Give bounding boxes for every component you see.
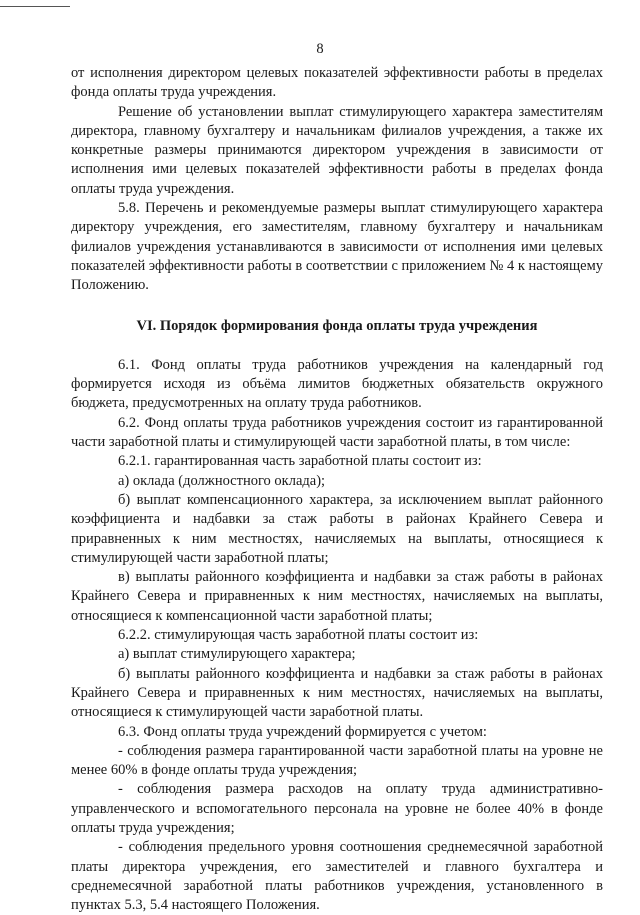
paragraph-6-2-1: 6.2.1. гарантированная часть заработной платы состоит из: <box>118 453 482 470</box>
paragraph-decision: Решение об установлении выплат стимулирующего характера заместителям директора, главному бухгалтеру и начальникам филиалов учреждения, а также их конкретные размеры принимаются директором учреждения в зависимости от исполнения ими целевых показателей эффективности работы в пределах фонда оплаты труда учреждения. <box>71 103 603 197</box>
list-item: а) оклада (должностного оклада); <box>118 472 326 489</box>
list-item: - соблюдения размера расходов на оплату труда административно-управленческого и вспомогательного персонала на уровне не более 40% в фонде оплаты труда учреждения; <box>71 781 603 836</box>
list-item: а) выплат стимулирующего характера; <box>118 646 356 663</box>
document-body <box>71 64 603 915</box>
paragraph-6-2-2: 6.2.2. стимулирующая часть заработной платы состоит из: <box>118 627 479 644</box>
page-number: 8 <box>316 41 324 57</box>
paragraph-6-3: 6.3. Фонд оплаты труда учреждений формируется с учетом: <box>118 723 487 740</box>
list-item: - соблюдения предельного уровня соотношения среднемесячной заработной платы директора учреждения, его заместителей и главного бухгалтера и среднемесячной заработной платы работников учреждения, установленного в пунктах 5.3, 5.4 настоящего Положения. <box>71 839 603 914</box>
list-item: б) выплаты районного коэффициента и надбавки за стаж работы в районах Крайнего Севера и приравненных к ним местностях, начисляемых на выплаты, относящиеся к стимулирующей части заработной платы. <box>71 665 603 721</box>
paragraph-continuation: от исполнения директором целевых показателей эффективности работы в пределах фонда оплаты труда учреждения. <box>71 65 603 101</box>
list-item: б) выплат компенсационного характера, за исключением выплат районного коэффициента и надбавки за стаж работы в районах Крайнего Севера и приравненных к ним местностях, начисляемых на выплаты, относящиеся к стимулирующей части заработной платы; <box>71 491 603 566</box>
section-heading: VI. Порядок формирования фонда оплаты труда учреждения <box>136 317 538 334</box>
list-item: - соблюдения размера гарантированной части заработной платы на уровне не менее 60% в фонде оплаты труда учреждения; <box>71 742 603 779</box>
paragraph-5-8: 5.8. Перечень и рекомендуемые размеры выплат стимулирующего характера директору учреждения, его заместителям, главному бухгалтеру и начальникам филиалов учреждения устанавливаются в зависимости от исполнения ими целевых показателей эффективности работы в соответствии с приложением № 4 к настоящему Положению. <box>71 200 603 294</box>
top-rule <box>0 6 70 7</box>
paragraph-6-2: 6.2. Фонд оплаты труда работников учреждения состоит из гарантированной части заработной платы и стимулирующей части заработной платы, в том числе: <box>71 414 603 451</box>
list-item: в) выплаты районного коэффициента и надбавки за стаж работы в районах Крайнего Севера и приравненных к ним местностях, начисляемых на выплаты, относящиеся к компенсационной части заработной платы; <box>71 569 603 624</box>
paragraph-6-1: 6.1. Фонд оплаты труда работников учреждения на календарный год формируется исходя из объёма лимитов бюджетных обязательств окружного бюджета, предусмотренных на оплату труда работников. <box>71 356 603 412</box>
